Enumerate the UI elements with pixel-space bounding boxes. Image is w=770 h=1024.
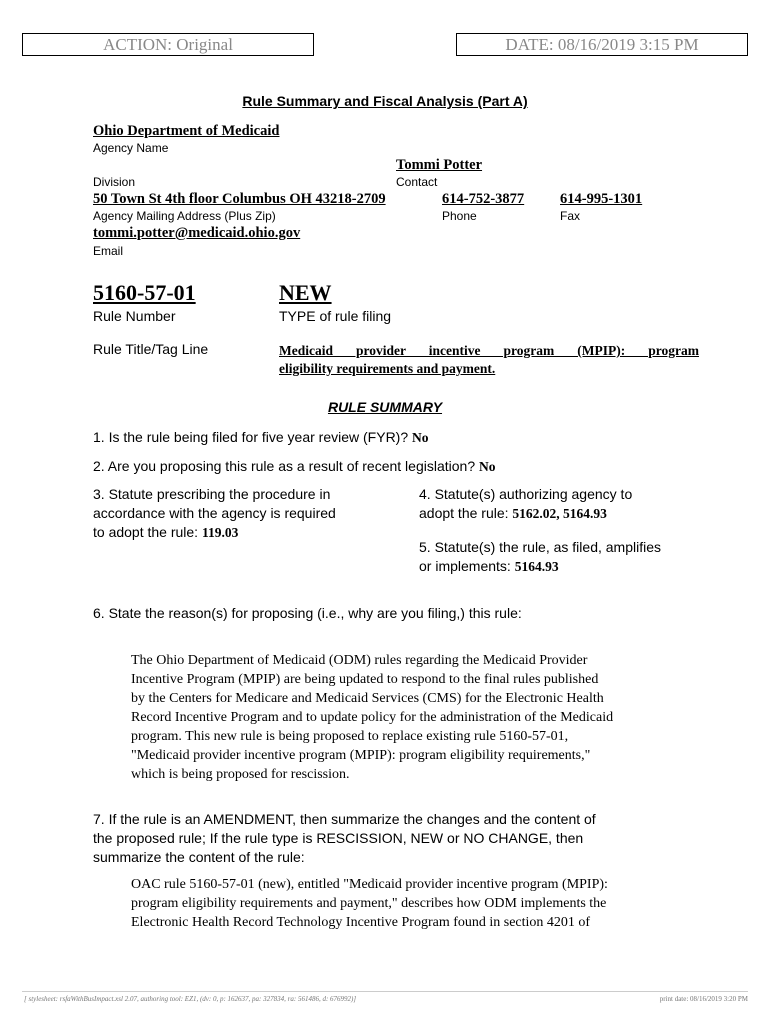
email-label: Email bbox=[93, 244, 124, 258]
answer-4: 5162.02, 5164.93 bbox=[512, 506, 607, 521]
rule-title-line1: Medicaid provider incentive program (MPIP): program bbox=[279, 343, 699, 358]
footer-print-date: print date: 08/16/2019 3:20 PM bbox=[659, 995, 748, 1003]
question-7-line: summarize the content of the rule: bbox=[93, 849, 305, 865]
rule-summary-heading: RULE SUMMARY bbox=[327, 399, 443, 415]
answer-6-line: "Medicaid provider incentive program (MPIP): program eligibility requirements," bbox=[131, 748, 591, 763]
question-2 bbox=[93, 457, 496, 476]
answer-3: 119.03 bbox=[201, 525, 239, 540]
address-label: Agency Mailing Address (Plus Zip) bbox=[93, 209, 276, 223]
date-box bbox=[456, 33, 748, 56]
agency-name-value: Ohio Department of Medicaid bbox=[93, 123, 280, 139]
question-5-line2: or implements: bbox=[419, 558, 511, 574]
rule-number-label: Rule Number bbox=[93, 308, 176, 324]
phone-value: 614-752-3877 bbox=[442, 191, 525, 207]
answer-7-line: OAC rule 5160-57-01 (new), entitled "Medicaid provider incentive program (MPIP): bbox=[131, 877, 608, 892]
question-4-line2: adopt the rule: bbox=[419, 505, 509, 521]
question-4 bbox=[419, 485, 632, 523]
fax-label: Fax bbox=[560, 209, 581, 223]
agency-name-label: Agency Name bbox=[93, 141, 169, 155]
division-label: Division bbox=[93, 175, 136, 189]
question-3-line1: 3. Statute prescribing the procedure in bbox=[93, 486, 331, 502]
question-3 bbox=[93, 485, 336, 542]
rule-number-value: 5160-57-01 bbox=[93, 280, 196, 305]
email-value: tommi.potter@medicaid.ohio.gov bbox=[93, 225, 301, 241]
address-value: 50 Town St 4th floor Columbus OH 43218-2709 bbox=[93, 191, 386, 207]
phone-label: Phone bbox=[442, 209, 477, 223]
question-1 bbox=[93, 428, 429, 447]
contact-label: Contact bbox=[396, 175, 438, 189]
action-box bbox=[22, 33, 314, 56]
fax-value: 614-995-1301 bbox=[560, 191, 643, 207]
date-text: DATE: 08/16/2019 3:15 PM bbox=[505, 35, 699, 54]
question-4-line1: 4. Statute(s) authorizing agency to bbox=[419, 486, 633, 502]
question-1-text: 1. Is the rule being filed for five year review (FYR)? bbox=[93, 429, 409, 445]
answer-6-line: program. This new rule is being proposed to replace existing rule 5160-57-01, bbox=[131, 729, 569, 744]
answer-6 bbox=[131, 651, 691, 784]
question-7 bbox=[93, 810, 693, 867]
answer-5: 5164.93 bbox=[514, 559, 559, 574]
answer-1: No bbox=[412, 430, 429, 445]
answer-2: No bbox=[479, 459, 496, 474]
rule-type-value: NEW bbox=[279, 280, 332, 305]
footer-divider bbox=[22, 991, 748, 992]
question-5-line1: 5. Statute(s) the rule, as filed, amplifies bbox=[419, 539, 661, 555]
question-3-line3: to adopt the rule: bbox=[93, 524, 199, 540]
question-7-line: the proposed rule; If the rule type is RESCISSION, NEW or NO CHANGE, then bbox=[93, 830, 584, 846]
question-5 bbox=[419, 538, 661, 576]
answer-6-line: Incentive Program (MPIP) are being updated to respond to the final rules published bbox=[131, 672, 599, 687]
answer-7 bbox=[131, 875, 691, 932]
rule-title-line2: eligibility requirements and payment. bbox=[279, 361, 496, 376]
question-6: 6. State the reason(s) for proposing (i.e., why are you filing,) this rule: bbox=[93, 605, 522, 621]
footer-stylesheet-info: [ stylesheet: rsfaWithBusImpact.xsl 2.07, authoring tool: EZ1, (dv: 0, p: 162637, pa: 327834, ra: 561486, d: 676992)] bbox=[24, 995, 357, 1003]
answer-6-line: which is being proposed for rescission. bbox=[131, 767, 350, 782]
answer-6-line: by the Centers for Medicare and Medicaid Services (CMS) for the Electronic Health bbox=[131, 691, 604, 706]
answer-6-line: Record Incentive Program and to update policy for the administration of the Medicaid bbox=[131, 710, 614, 725]
question-3-line2: accordance with the agency is required bbox=[93, 505, 336, 521]
page-title: Rule Summary and Fiscal Analysis (Part A) bbox=[242, 93, 528, 109]
rule-title-label: Rule Title/Tag Line bbox=[93, 341, 209, 357]
action-text: ACTION: Original bbox=[103, 35, 233, 54]
answer-7-line: Electronic Health Record Technology Incentive Program found in section 4201 of bbox=[131, 915, 591, 930]
answer-6-line: The Ohio Department of Medicaid (ODM) rules regarding the Medicaid Provider bbox=[131, 653, 588, 668]
question-2-text: 2. Are you proposing this rule as a result of recent legislation? bbox=[93, 458, 476, 474]
contact-value: Tommi Potter bbox=[396, 157, 483, 173]
question-7-line: 7. If the rule is an AMENDMENT, then summarize the changes and the content of bbox=[93, 811, 596, 827]
rule-type-label: TYPE of rule filing bbox=[279, 308, 392, 324]
answer-7-line: program eligibility requirements and payment," describes how ODM implements the bbox=[131, 896, 607, 911]
